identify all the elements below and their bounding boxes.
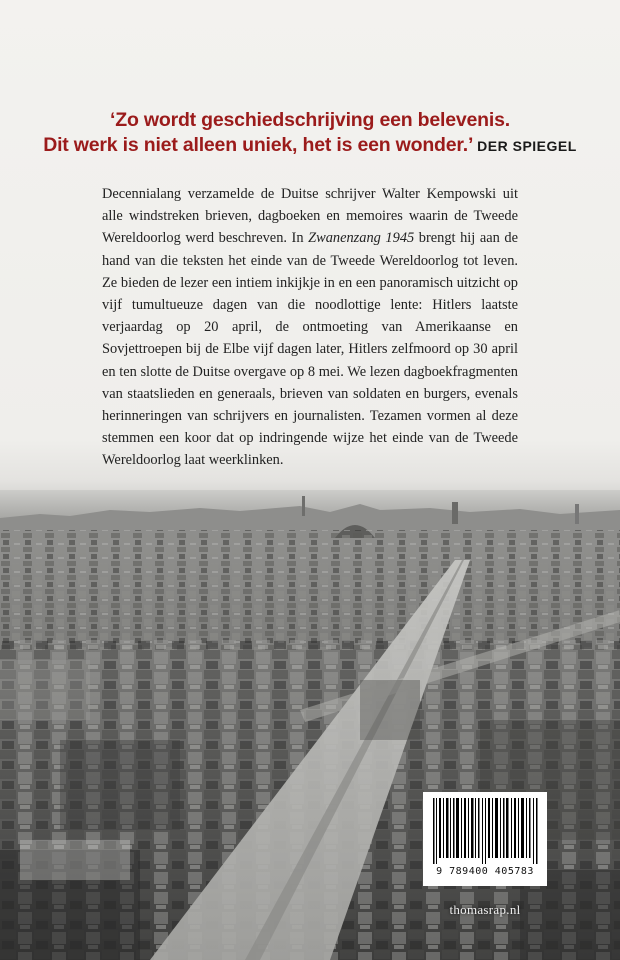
book-title-italic: Zwanenzang 1945 <box>308 230 415 247</box>
barcode-bars <box>431 798 539 864</box>
publisher-url[interactable]: thomasrap.nl <box>449 902 521 917</box>
isbn-number: 9 789400 405783 <box>436 866 534 877</box>
description-part-2: brengt hij aan de hand van die teksten het einde van de Tweede Wereldoorlog tot leven. Ze bieden de lezer een intiem inkijkje in en een panoramisch uitzicht op vijf tumultueuze dagen van die noodlottige lente: Hitlers laatste verjaardag op 20 april, de ontmoeting van Amerikaanse en Sovjettroepen bij de Elbe vijf dagen later, Hitlers zelfmoord op 30 april en ten slotte de Duitse overgave op 8 mei. We lezen dagboekfragmenten van staatslieden en generaals, brieven van soldaten en burgers, evenals herinneringen van schrijvers en journalisten. Tezamen vormen al deze stemmen een koor dat op indringende wijze het einde van de Tweede Wereldoorlog laat weerklinken. <box>102 230 518 469</box>
barcode <box>423 792 547 886</box>
quote-line-2-text: Dit werk is niet alleen uniek, het is een wonder.’ <box>43 134 474 156</box>
quote-source: DER SPIEGEL <box>477 138 577 154</box>
description-part-1: Decennialang verzamelde de Duitse schrijver Walter Kempowski uit alle windstreken brieven, dagboeken en memoires waarin de Tweede Wereldoorlog werd beschreven. In <box>102 186 518 247</box>
quote-line-2 <box>0 133 620 159</box>
city-ruins-photo <box>0 490 620 960</box>
quote-line-1: ‘Zo wordt geschiedschrijving een belevenis. <box>110 109 510 131</box>
review-quote <box>0 108 620 159</box>
book-description <box>102 183 518 472</box>
description-paragraph <box>102 183 518 472</box>
